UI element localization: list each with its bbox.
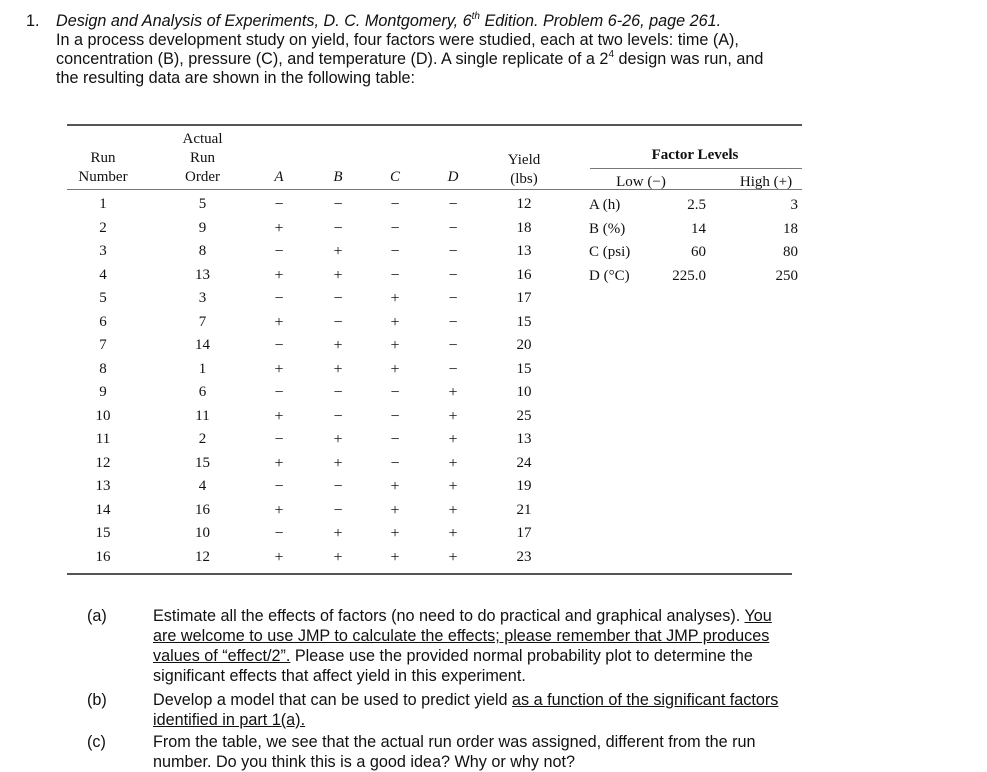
factor-level-high: 80 bbox=[783, 244, 798, 260]
cell-run-number: 6 bbox=[99, 313, 107, 330]
cell-sign-d: + bbox=[448, 525, 458, 542]
factor-level-high: 18 bbox=[783, 220, 798, 237]
cell-run-order: 7 bbox=[198, 313, 207, 330]
cell-sign-a: − bbox=[274, 196, 284, 213]
cell-sign-c: − bbox=[390, 196, 400, 213]
cell-run-number: 1 bbox=[99, 196, 107, 212]
table-bottom-rule bbox=[67, 573, 792, 575]
cell-sign-a: − bbox=[274, 431, 284, 448]
cell-run-number: 4 bbox=[99, 266, 107, 283]
question-b-line-1 bbox=[153, 690, 873, 710]
cell-run-order: 1 bbox=[198, 360, 207, 377]
header-actual-line3: Order bbox=[185, 169, 220, 185]
cell-yield: 16 bbox=[516, 266, 532, 283]
cell-sign-a: − bbox=[274, 478, 284, 495]
cell-yield: 15 bbox=[516, 313, 532, 330]
cell-yield: 24 bbox=[516, 454, 532, 471]
cell-sign-c: + bbox=[390, 548, 400, 566]
problem-body bbox=[56, 12, 956, 88]
header-run-line2: Number bbox=[78, 169, 128, 185]
cell-yield: 15 bbox=[516, 360, 532, 377]
cell-sign-a: + bbox=[274, 266, 284, 284]
question-a-text bbox=[153, 606, 873, 686]
cell-sign-c: − bbox=[390, 243, 400, 260]
cell-sign-b: − bbox=[333, 196, 343, 213]
qa-l1-plain: Estimate all the effects of factors (no need to do practical and graphical analyses). bbox=[153, 607, 745, 625]
cell-run-number: 15 bbox=[95, 525, 111, 541]
cell-sign-a: + bbox=[274, 313, 284, 331]
cell-sign-c: − bbox=[390, 266, 400, 284]
header-low: Low (−) bbox=[616, 174, 666, 190]
cell-sign-b: − bbox=[333, 384, 343, 401]
line2-text-end: design was run, and bbox=[614, 50, 764, 68]
cell-sign-c: − bbox=[390, 454, 400, 472]
question-c-label: (c) bbox=[87, 733, 106, 751]
cell-sign-a: − bbox=[274, 525, 284, 542]
table-header-rule bbox=[67, 189, 802, 190]
table-top-rule bbox=[67, 124, 802, 126]
cell-run-number: 9 bbox=[99, 384, 107, 400]
header-factor-b: B bbox=[333, 169, 343, 185]
cell-sign-d: + bbox=[448, 548, 458, 566]
cell-sign-c: − bbox=[390, 384, 400, 401]
problem-line-2 bbox=[56, 50, 956, 69]
cell-sign-a: − bbox=[274, 243, 284, 260]
cell-run-order: 5 bbox=[198, 196, 207, 212]
cell-sign-b: + bbox=[333, 243, 343, 260]
question-a-line-3 bbox=[153, 646, 873, 666]
cell-sign-d: + bbox=[448, 384, 458, 401]
cell-run-number: 8 bbox=[99, 360, 107, 377]
cell-sign-a: − bbox=[274, 384, 284, 401]
header-factor-d: D bbox=[447, 169, 459, 185]
header-actual-run-order bbox=[170, 130, 235, 187]
cell-run-number: 10 bbox=[95, 407, 111, 424]
cell-sign-a: + bbox=[274, 548, 284, 566]
header-factor-c: C bbox=[389, 169, 400, 185]
header-actual-line1: Actual bbox=[182, 131, 223, 147]
cell-run-number: 16 bbox=[95, 548, 111, 565]
cell-yield: 12 bbox=[516, 196, 532, 212]
cell-sign-d: − bbox=[448, 196, 458, 213]
problem-number: 1. bbox=[26, 12, 40, 30]
cell-sign-d: + bbox=[448, 478, 458, 495]
title-superscript: th bbox=[471, 10, 480, 22]
cell-sign-d: − bbox=[448, 337, 458, 354]
cell-sign-b: + bbox=[333, 454, 343, 472]
cell-run-number: 7 bbox=[99, 337, 107, 353]
header-high: High (+) bbox=[739, 174, 793, 190]
cell-sign-b: + bbox=[333, 360, 343, 378]
header-yield-line2: (lbs) bbox=[510, 171, 538, 187]
header-run-line1: Run bbox=[90, 150, 116, 166]
line2-text: concentration (B), pressure (C), and temperature (D). A single replicate of a 2 bbox=[56, 50, 609, 68]
cell-yield: 19 bbox=[516, 478, 532, 494]
question-b-text bbox=[153, 690, 873, 730]
cell-yield: 13 bbox=[516, 243, 532, 259]
problem-title bbox=[56, 12, 956, 31]
qb-l1-plain: Develop a model that can be used to predict yield bbox=[153, 691, 513, 709]
question-a-line-1 bbox=[153, 606, 873, 626]
cell-yield: 20 bbox=[516, 337, 532, 353]
factor-level-high: 250 bbox=[775, 267, 798, 284]
cell-sign-b: + bbox=[333, 548, 343, 566]
cell-run-number: 2 bbox=[99, 219, 107, 236]
cell-sign-c: + bbox=[390, 337, 400, 354]
cell-sign-d: − bbox=[448, 313, 458, 331]
design-exponent: 4 bbox=[608, 48, 614, 60]
cell-sign-c: + bbox=[390, 525, 400, 542]
cell-sign-a: + bbox=[274, 501, 284, 519]
cell-sign-d: − bbox=[448, 290, 458, 307]
cell-run-number: 12 bbox=[95, 454, 111, 471]
cell-sign-a: + bbox=[274, 360, 284, 378]
header-actual-line2: Run bbox=[189, 150, 215, 166]
cell-run-order: 9 bbox=[198, 219, 207, 236]
cell-sign-c: + bbox=[390, 313, 400, 331]
cell-sign-d: − bbox=[448, 360, 458, 378]
question-c-line-2: number. Do you think this is a good idea? Why or why not? bbox=[153, 753, 576, 771]
question-b-line-2: identified in part 1(a). bbox=[153, 711, 306, 729]
cell-run-order: 16 bbox=[195, 501, 210, 518]
question-a-label: (a) bbox=[87, 607, 107, 625]
cell-yield: 17 bbox=[516, 525, 532, 541]
cell-sign-b: − bbox=[333, 478, 343, 495]
factor-level-low: 60 bbox=[691, 244, 706, 260]
cell-sign-d: + bbox=[448, 431, 458, 448]
header-yield-line1: Yield bbox=[507, 152, 541, 168]
cell-sign-b: + bbox=[333, 431, 343, 448]
cell-sign-c: + bbox=[390, 501, 400, 519]
cell-sign-c: − bbox=[390, 431, 400, 448]
cell-run-order: 13 bbox=[195, 266, 210, 283]
cell-run-order: 6 bbox=[198, 384, 207, 400]
cell-sign-b: − bbox=[333, 313, 343, 331]
cell-yield: 13 bbox=[516, 431, 532, 447]
header-factor-levels: Factor Levels bbox=[651, 147, 739, 163]
factor-level-low: 225.0 bbox=[672, 267, 706, 284]
cell-run-number: 11 bbox=[95, 431, 111, 447]
cell-run-order: 2 bbox=[198, 431, 207, 447]
cell-run-order: 11 bbox=[195, 407, 210, 424]
cell-sign-d: − bbox=[448, 266, 458, 284]
factor-level-high: 3 bbox=[790, 197, 798, 213]
cell-sign-a: − bbox=[274, 290, 284, 307]
cell-sign-c: + bbox=[390, 360, 400, 378]
qa-l1-underlined: You bbox=[744, 607, 772, 625]
title-text-end: Edition. Problem 6-26, page 261. bbox=[480, 12, 722, 30]
cell-sign-b: + bbox=[333, 266, 343, 284]
cell-run-order: 4 bbox=[198, 478, 207, 494]
cell-yield: 10 bbox=[516, 384, 532, 400]
title-text: Design and Analysis of Experiments, D. C. Montgomery, 6 bbox=[56, 12, 472, 30]
header-run-number bbox=[66, 149, 140, 187]
cell-yield: 18 bbox=[516, 219, 532, 236]
cell-sign-b: − bbox=[333, 407, 343, 425]
cell-yield: 25 bbox=[516, 407, 532, 424]
cell-sign-b: − bbox=[333, 290, 343, 307]
cell-sign-d: + bbox=[448, 454, 458, 472]
cell-sign-d: + bbox=[448, 407, 458, 425]
cell-run-number: 5 bbox=[99, 290, 107, 306]
qb-l1-underlined: as a function of the significant factors bbox=[512, 691, 779, 709]
problem-line-1: In a process development study on yield, four factors were studied, each at two levels: time (A), bbox=[56, 31, 739, 49]
cell-sign-b: + bbox=[333, 525, 343, 542]
problem-line-3: the resulting data are shown in the following table: bbox=[56, 69, 416, 87]
cell-sign-a: + bbox=[274, 407, 284, 425]
qa-l3-plain: Please use the provided normal probability plot to determine the bbox=[290, 647, 753, 665]
cell-sign-c: − bbox=[390, 407, 400, 425]
cell-run-number: 13 bbox=[95, 478, 111, 494]
question-c-text bbox=[153, 732, 873, 772]
cell-sign-b: − bbox=[333, 219, 343, 237]
cell-sign-c: + bbox=[390, 478, 400, 495]
factor-levels-rule bbox=[590, 168, 802, 169]
cell-sign-c: + bbox=[390, 290, 400, 307]
cell-sign-c: − bbox=[390, 219, 400, 237]
cell-run-number: 14 bbox=[95, 501, 111, 518]
cell-sign-d: + bbox=[448, 501, 458, 519]
cell-sign-a: + bbox=[274, 219, 284, 237]
cell-yield: 21 bbox=[516, 501, 532, 518]
factor-level-name: B (%) bbox=[589, 220, 626, 237]
question-a-line-4: significant effects that affect yield in this experiment. bbox=[153, 667, 526, 685]
header-yield bbox=[496, 151, 552, 189]
factor-level-name: A (h) bbox=[589, 197, 621, 213]
cell-run-order: 10 bbox=[195, 525, 210, 541]
cell-sign-a: − bbox=[274, 337, 284, 354]
question-a-line-2: are welcome to use JMP to calculate the effects; please remember that JMP produces bbox=[153, 627, 770, 645]
cell-sign-d: − bbox=[448, 243, 458, 260]
cell-run-order: 12 bbox=[195, 548, 210, 565]
cell-run-number: 3 bbox=[99, 243, 107, 259]
factor-level-name: D (°C) bbox=[589, 267, 630, 284]
cell-run-order: 15 bbox=[195, 454, 210, 471]
qa-l3-underlined: values of “effect/2”. bbox=[153, 647, 291, 665]
cell-yield: 17 bbox=[516, 290, 532, 306]
factor-level-name: C (psi) bbox=[589, 244, 631, 260]
cell-sign-b: − bbox=[333, 501, 343, 519]
cell-yield: 23 bbox=[516, 548, 532, 565]
question-c-line-1: From the table, we see that the actual run order was assigned, different from the run bbox=[153, 733, 756, 751]
cell-sign-a: + bbox=[274, 454, 284, 472]
factor-level-low: 2.5 bbox=[687, 197, 706, 213]
cell-run-order: 8 bbox=[198, 243, 207, 259]
cell-run-order: 14 bbox=[195, 337, 210, 353]
cell-sign-b: + bbox=[333, 337, 343, 354]
header-factor-a: A bbox=[274, 169, 284, 185]
cell-run-order: 3 bbox=[198, 290, 207, 306]
cell-sign-d: − bbox=[448, 219, 458, 237]
question-b-label: (b) bbox=[87, 691, 107, 709]
factor-level-low: 14 bbox=[691, 220, 706, 237]
